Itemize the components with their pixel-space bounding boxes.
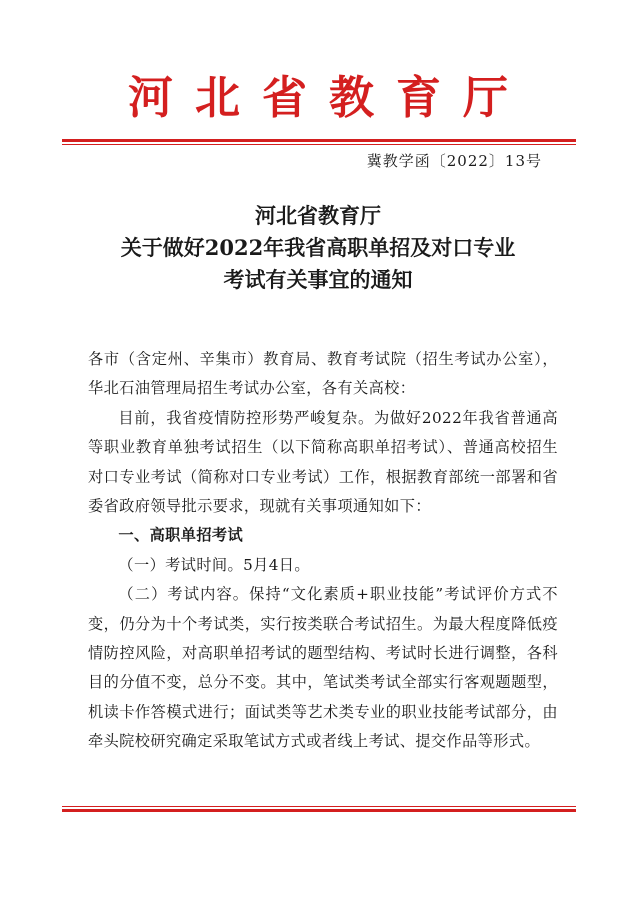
title-line-3: 考试有关事宜的通知 — [223, 267, 413, 292]
red-rule-top-thin — [62, 144, 576, 145]
red-rule-bottom-thick — [62, 809, 576, 812]
item-2-paragraph: （二）考试内容。保持“文化素质+职业技能”考试评价方式不变，仍分为十个考试类，实行按类联合考试招生。为最大程度降低疫情防控风险，对高职单招考试的题型结构、考试时长进行调整，各科目的分值不变，总分不变。其中，笔试类考试全部实行客观题题型，机读卡作答模式进行；面试类等艺术类专业的职业技能考试部分，由牵头院校研究确定采取笔试方式或者线上考试、提交作品等形式。 — [88, 585, 558, 751]
title-line-1: 河北省教育厅 — [255, 203, 381, 228]
title-line-2: 关于做好2022年我省高职单招及对口专业 — [120, 235, 516, 260]
red-rule-top-thick — [62, 139, 576, 142]
intro-paragraph: 目前，我省疫情防控形势严峻复杂。为做好2022年我省普通高等职业教育单独考试招生（以下简称高职单招考试）、普通高校招生对口专业考试（简称对口专业考试）工作，根据教育部统一部署和省委省政府领导批示要求，现就有关事项通知如下： — [88, 408, 558, 516]
notice-title — [0, 200, 636, 296]
recipients-paragraph: 各市（含定州、辛集市）教育局、教育考试院（招生考试办公室），华北石油管理局招生考试办公室，各有关高校： — [88, 350, 558, 398]
notice-body — [88, 345, 558, 757]
section-heading-1: 一、高职单招考试 — [118, 526, 244, 545]
item-1-paragraph: （一）考试时间。5月4日。 — [118, 555, 310, 574]
letterhead-title: 河北省教育厅 — [127, 71, 530, 124]
document-number: 冀教学函〔2022〕13号 — [366, 152, 542, 170]
red-rule-bottom-thin — [62, 806, 576, 807]
